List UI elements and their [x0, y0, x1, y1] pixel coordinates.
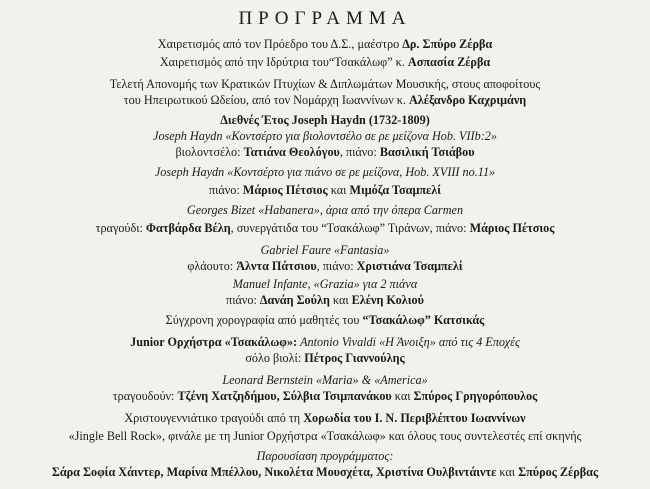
program-title: ΠΡΟΓΡΑΜΜΑ: [238, 8, 412, 29]
plain-text: σόλο βιολί:: [245, 351, 305, 365]
program-line: [0, 372, 650, 388]
program-line: [0, 334, 650, 350]
program-line: [0, 464, 650, 480]
bold-text: Μάριος Πέτσιος: [242, 183, 328, 197]
plain-text: , πιάνο:: [339, 145, 380, 159]
program-line: [0, 312, 650, 328]
plain-text: πιάνο:: [226, 293, 260, 307]
plain-text: , συνεργάτιδα του “Τσακάλωφ” Τιράνων, πιάνο:: [230, 221, 470, 235]
bold-text: Αλέξανδρο Καχριμάνη: [409, 93, 527, 107]
italic-text: Antonio Vivaldi «Η Άνοιξη» από τις 4 Εποχές: [300, 335, 520, 349]
plain-text: , πιάνο:: [316, 259, 357, 273]
bold-text: Junior Ορχήστρα «Τσακάλωφ»:: [130, 335, 301, 349]
bold-text: Φατβάρδα Βέλη: [145, 221, 231, 235]
plain-text: τραγούδι:: [95, 221, 146, 235]
program-line: [0, 448, 650, 464]
plain-text: τραγουδούν:: [112, 389, 178, 403]
program-line: [0, 242, 650, 258]
bold-text: Σπύρος Ζέρβας: [518, 465, 599, 479]
plain-text: Χαιρετισμός από την Ιδρύτρια του“Τσακάλωφ” κ.: [159, 55, 408, 69]
italic-text: Manuel Infante, «Grazia» για 2 πιάνα: [232, 277, 418, 291]
plain-text: βιολοντσέλο:: [175, 145, 244, 159]
bold-text: Ελένη Κολιού: [351, 293, 424, 307]
plain-text: Σύγχρονη χορογραφία από μαθητές του: [165, 313, 363, 327]
bold-text: Τατιάνα Θεολόγου: [243, 145, 340, 159]
plain-text: του Ηπειρωτικού Ωδείου, από τον Νομάρχη Ιωαννίνων κ.: [123, 93, 409, 107]
italic-text: Παρουσίαση προγράμματος:: [256, 449, 394, 463]
program-line: [0, 220, 650, 236]
program-line: [0, 410, 650, 426]
italic-text: Leonard Bernstein «Maria» & «America»: [222, 373, 428, 387]
plain-text: πιάνο:: [208, 183, 243, 197]
program-line: [0, 350, 650, 366]
plain-text: και: [496, 465, 519, 479]
program-line: [0, 36, 650, 52]
program-line: [0, 292, 650, 308]
italic-text: Joseph Haydn «Κοντσέρτο για βιολοντσέλο σε ρε μείζονα Hob. VIIb:2»: [153, 129, 497, 143]
bold-text: Χριστιάνα Τσαμπελί: [356, 259, 463, 273]
plain-text: Τελετή Απονομής των Κρατικών Πτυχίων & Διπλωμάτων Μουσικής, στους αποφοίτους: [109, 77, 541, 91]
italic-text: Joseph Haydn «Κοντσέρτο για πιάνο σε ρε μείζονα, Hob. XVIII no.11»: [154, 165, 496, 179]
bold-text: Τζένη Χατζηδήμου, Σύλβια Τσιμπανάκου: [177, 389, 392, 403]
plain-text: Χριστουγεννιάτικο τραγούδι από τη: [124, 411, 304, 425]
bold-text: Μάριος Πέτσιος: [469, 221, 555, 235]
program-line: [0, 128, 650, 144]
program-line: [0, 164, 650, 180]
program-line: [0, 54, 650, 70]
program-line: [0, 428, 650, 444]
program-line: [0, 182, 650, 198]
bold-text: Σπύρος Γρηγορόπουλος: [413, 389, 538, 403]
program-line: [0, 76, 650, 92]
program-line: [0, 144, 650, 160]
plain-text: Χαιρετισμός από τον Πρόεδρο του Δ.Σ., μαέστρο: [157, 37, 403, 51]
bold-text: Διεθνές Έτος Joseph Haydn (1732-1809): [220, 113, 430, 127]
italic-text: Gabriel Faure «Fantasia»: [260, 243, 390, 257]
bold-text: Άλντα Πάτσιου: [236, 259, 317, 273]
bold-text: Βασιλική Τσιάβου: [379, 145, 475, 159]
plain-text: και: [327, 183, 350, 197]
program-line: [0, 258, 650, 274]
bold-text: Δανάη Σούλη: [259, 293, 330, 307]
bold-text: Μιμόζα Τσαμπελί: [349, 183, 442, 197]
italic-text: Georges Bizet «Habanera», άρια από την όπερα Carmen: [186, 203, 464, 217]
program-line: [0, 92, 650, 108]
bold-text: Σάρα Σοφία Χάιντερ, Μαρίνα Μπέλλου, Νικολέτα Μουσχέτα, Χριστίνα Ουλβιντάιντε: [51, 465, 497, 479]
plain-text: και: [391, 389, 414, 403]
bold-text: “Τσακάλωφ” Κατσικάς: [362, 313, 485, 327]
program-line: [0, 202, 650, 218]
plain-text: και: [329, 293, 352, 307]
program-line: [0, 276, 650, 292]
program-line: [0, 112, 650, 128]
bold-text: Ασπασία Ζέρβα: [407, 55, 491, 69]
bold-text: Πέτρος Γιαννούλης: [304, 351, 405, 365]
bold-text: Χορωδία του Ι. Ν. Περιβλέπτου Ιωαννίνων: [303, 411, 526, 425]
bold-text: Δρ. Σπύρο Ζέρβα: [402, 37, 493, 51]
plain-text: φλάουτο:: [187, 259, 237, 273]
program-line: [0, 388, 650, 404]
plain-text: «Jingle Bell Rock», φινάλε με τη Junior Ορχήστρα «Τσακάλωφ» και όλους τους συντελεστές επί σκηνής: [68, 429, 582, 443]
